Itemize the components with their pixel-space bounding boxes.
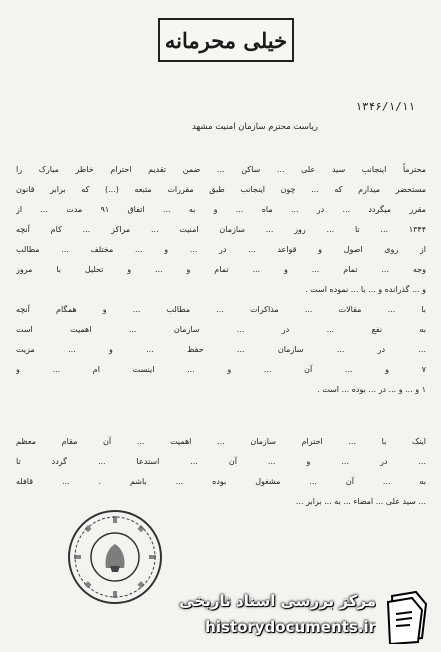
text-line: ۷ و ... آن ... و ... اینست ام ... و bbox=[16, 365, 426, 374]
document-date: ۱۳۴۶/۱/۱۱ bbox=[355, 100, 415, 113]
watermark-url: historydocuments.ir bbox=[205, 618, 376, 636]
text-line: وجه ... تمام ... و ... تمام و ... و تحلیل با مروز bbox=[16, 265, 426, 274]
watermark-title: مرکز بررسی اسناد تاریخی bbox=[179, 592, 376, 610]
paragraph-3 bbox=[16, 432, 426, 512]
text-line: مستحضر میدارم که ... چون اینجانب طبق مقررات متبعه (...) که برابر قانون bbox=[16, 185, 426, 194]
text-line: با ... مقالات ... مذاکرات ... مطالب ... و همگام آنچه bbox=[16, 305, 426, 314]
addressee-line: ریاست محترم سازمان امنیت مشهد bbox=[191, 122, 318, 132]
document-stack-icon bbox=[382, 588, 432, 644]
text-line: از روی اصول و قواعد ... در ... و ... مختلف ... مطالب bbox=[16, 245, 426, 254]
text-line: اینک با ... احترام سازمان ... اهمیت ... آن مقام معظم bbox=[16, 437, 426, 446]
text-line: ... سید علی ... امضاء ... به ... برابر ... bbox=[295, 497, 426, 506]
archive-watermark bbox=[150, 588, 440, 648]
text-line: به ... آن ... مشغول بوده ... باشم . ... قافله bbox=[16, 477, 426, 486]
text-line: ۱ و ... و ... در ... بوده ... است . bbox=[317, 385, 426, 394]
paragraph-1 bbox=[16, 160, 426, 300]
text-line: ... در ... سازمان ... حفظ ... و ... مزیت bbox=[16, 345, 426, 354]
text-line: ... در ... و ... آن ... استدعا ... گردد تا bbox=[16, 457, 426, 466]
classification-stamp: خیلی محرمانه bbox=[158, 18, 294, 62]
text-line: ۱۳۴۴ ... تا ... روز ... سازمان امنیت ... مراکز ... کام آنچه bbox=[16, 225, 426, 234]
text-line: به نفع ... در ... سازمان ... اهمیت است bbox=[16, 325, 426, 334]
text-line: محترماً اینجانب سید علی ... ساکن ... ضمن تقدیم احترام خاطر مبارک را bbox=[16, 165, 426, 174]
paragraph-2 bbox=[16, 300, 426, 400]
text-line: مقرر میگردد ... در ... ماه ... و به ... اتفاق ۹۱ مدت ... از bbox=[16, 205, 426, 214]
text-line: و ... گذرانده و ... با ... نموده است . bbox=[305, 285, 426, 294]
